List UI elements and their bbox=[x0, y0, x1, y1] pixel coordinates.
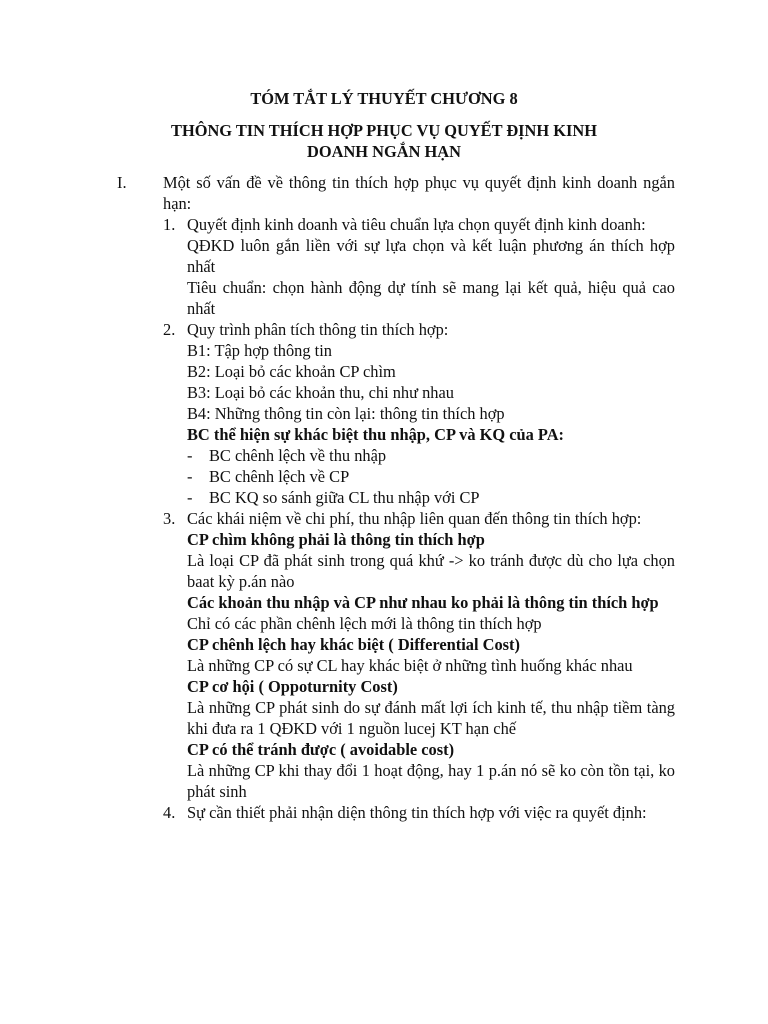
numbered-list bbox=[163, 214, 675, 823]
item-paragraph: Tiêu chuẩn: chọn hành động dự tính sẽ mang lại kết quả, hiệu quả cao nhất bbox=[187, 278, 675, 318]
dash-marker: - bbox=[187, 446, 193, 465]
document-subtitle: THÔNG TIN THÍCH HỢP PHỤC VỤ QUYẾT ĐỊNH KINH DOANH NGẮN HẠN bbox=[171, 121, 597, 161]
item-number: 1. bbox=[163, 215, 176, 234]
concept-title: CP có thể tránh được ( avoidable cost) bbox=[187, 740, 455, 759]
item-number: 2. bbox=[163, 320, 176, 339]
process-step: B3: Loại bỏ các khoản thu, chi như nhau bbox=[187, 383, 454, 402]
process-step: B2: Loại bỏ các khoản CP chìm bbox=[187, 362, 396, 381]
concept-title: CP chìm không phải là thông tin thích hợp bbox=[187, 530, 485, 549]
bullet-item bbox=[187, 445, 675, 466]
dash-marker: - bbox=[187, 488, 193, 507]
item-heading: Quyết định kinh doanh và tiêu chuẩn lựa chọn quyết định kinh doanh: bbox=[187, 215, 646, 234]
dash-marker: - bbox=[187, 467, 193, 486]
concept-title: CP chênh lệch hay khác biệt ( Differential Cost) bbox=[187, 635, 520, 654]
concept-text: Là loại CP đã phát sinh trong quá khứ -> ko tránh được dù cho lựa chọn baat kỳ p.án nào bbox=[187, 551, 675, 591]
item-heading: Quy trình phân tích thông tin thích hợp: bbox=[187, 320, 449, 339]
bullet-text: BC chênh lệch về CP bbox=[209, 467, 350, 486]
list-item-1 bbox=[163, 214, 675, 319]
bold-subheading: BC thể hiện sự khác biệt thu nhập, CP và KQ của PA: bbox=[187, 425, 565, 444]
concept-text: Là những CP phát sinh do sự đánh mất lợi ích kinh tế, thu nhập tiềm tàng khi đưa ra 1 QĐKD với 1 nguồn lucej KT hạn chế bbox=[187, 698, 675, 738]
list-item-3 bbox=[163, 508, 675, 802]
process-step: B4: Những thông tin còn lại: thông tin thích hợp bbox=[187, 404, 505, 423]
item-heading: Các khái niệm về chi phí, thu nhập liên quan đến thông tin thích hợp: bbox=[187, 509, 642, 528]
section-heading: Một số vấn đề về thông tin thích hợp phục vụ quyết định kinh doanh ngắn hạn: bbox=[163, 173, 675, 213]
item-number: 4. bbox=[163, 803, 176, 822]
section-number: I. bbox=[117, 173, 127, 192]
document-title: TÓM TẮT LÝ THUYẾT CHƯƠNG 8 bbox=[250, 89, 518, 108]
list-item-4 bbox=[163, 802, 675, 823]
concept-text: Là những CP có sự CL hay khác biệt ở những tình huống khác nhau bbox=[187, 656, 633, 675]
bullet-item bbox=[187, 487, 675, 508]
bullet-text: BC KQ so sánh giữa CL thu nhập với CP bbox=[209, 488, 480, 507]
item-heading: Sự cần thiết phải nhận diện thông tin thích hợp với việc ra quyết định: bbox=[187, 803, 647, 822]
item-paragraph: QĐKD luôn gắn liền với sự lựa chọn và kết luận phương án thích hợp nhất bbox=[187, 236, 675, 276]
item-number: 3. bbox=[163, 509, 176, 528]
bullet-item bbox=[187, 466, 675, 487]
concept-title: Các khoản thu nhập và CP như nhau ko phải là thông tin thích hợp bbox=[187, 593, 659, 612]
process-step: B1: Tập hợp thông tin bbox=[187, 341, 332, 360]
concept-text: Chỉ có các phần chênh lệch mới là thông tin thích hợp bbox=[187, 614, 542, 633]
list-item-2 bbox=[163, 319, 675, 508]
bullet-text: BC chênh lệch về thu nhập bbox=[209, 446, 387, 465]
concept-title: CP cơ hội ( Oppoturnity Cost) bbox=[187, 677, 398, 696]
concept-text: Là những CP khi thay đổi 1 hoạt động, hay 1 p.án nó sẽ ko còn tồn tại, ko phát sinh bbox=[187, 761, 675, 801]
